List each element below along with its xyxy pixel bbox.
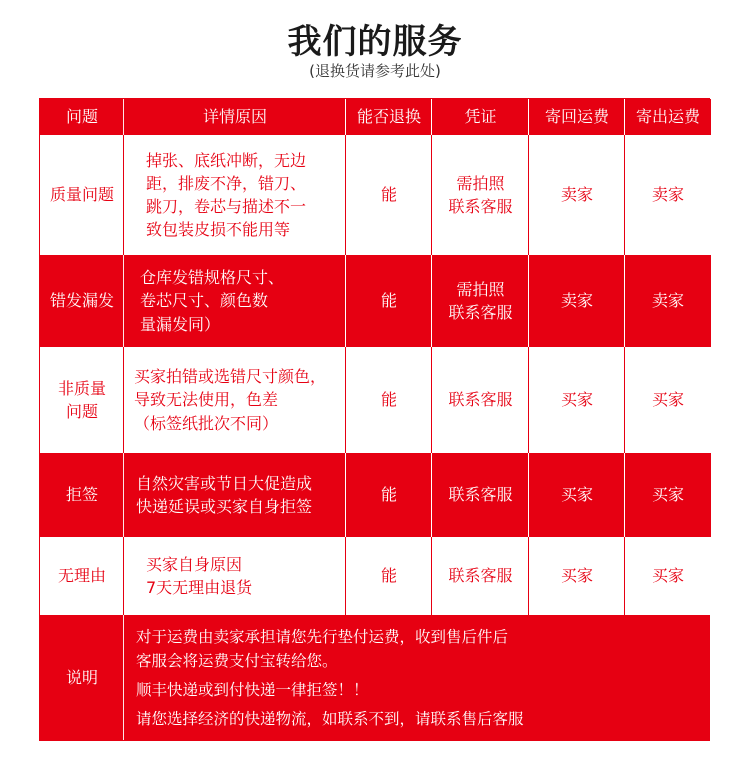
row-noreason-proof: 联系客服 xyxy=(432,537,529,615)
note-line-2: 客服会将运费支付宝转给您。 xyxy=(136,652,338,670)
row-quality-return-fee: 卖家 xyxy=(529,135,625,255)
col-divider-3-red-b xyxy=(431,347,432,453)
row-nonquality-return-fee: 买家 xyxy=(529,347,625,453)
col-divider-1-red xyxy=(123,135,124,255)
row-wrong-send-fee: 卖家 xyxy=(625,255,711,347)
note-line-1: 对于运费由卖家承担请您先行垫付运费，收到售后件后 xyxy=(136,628,509,646)
row-refuse-send-fee: 买家 xyxy=(625,453,711,537)
row-refuse-return-fee: 买家 xyxy=(529,453,625,537)
row-noreason-problem: 无理由 xyxy=(40,537,124,615)
row-refuse-reason: 自然灾害或节日大促造成 快递延误或买家自身拒签 xyxy=(124,453,346,537)
row-nonquality-reason: 买家拍错或选错尺寸颜色， 导致无法使用，色差 （标签纸批次不同） xyxy=(124,347,346,453)
col-divider-2-red-a xyxy=(345,135,346,255)
col-divider-3-red-a xyxy=(431,135,432,255)
row-noreason-returnable: 能 xyxy=(346,537,432,615)
row-quality-returnable: 能 xyxy=(346,135,432,255)
row-quality-send-fee: 卖家 xyxy=(625,135,711,255)
row-nonquality-send-fee: 买家 xyxy=(625,347,711,453)
col-divider-5-red-c xyxy=(624,537,625,615)
row-nonquality-proof: 联系客服 xyxy=(432,347,529,453)
col-divider-4-red-b xyxy=(528,347,529,453)
header-returnable: 能否退换 xyxy=(346,99,432,135)
service-table xyxy=(39,98,710,741)
row-wrong-problem: 错发漏发 xyxy=(40,255,124,347)
header-return-fee: 寄回运费 xyxy=(529,99,625,135)
row-quality-reason: 掉张、底纸冲断，无边 距，排废不净，错刀、 跳刀，卷芯与描述不一 致包装皮损不能用等 xyxy=(124,135,346,255)
col-divider-5-red-b xyxy=(624,347,625,453)
page-title: 我们的服务 xyxy=(287,22,463,62)
note-line-3: 顺丰快递或到付快递一律拒签！！ xyxy=(136,681,369,699)
col-divider-3-red-c xyxy=(431,537,432,615)
row-refuse-proof: 联系客服 xyxy=(432,453,529,537)
row-wrong-proof: 需拍照 联系客服 xyxy=(432,255,529,347)
row-wrong-reason: 仓库发错规格尺寸、 卷芯尺寸、颜色数 量漏发同） xyxy=(124,255,346,347)
header-reason: 详情原因 xyxy=(124,99,346,135)
col-divider-4-red-a xyxy=(528,135,529,255)
row-refuse-returnable: 能 xyxy=(346,453,432,537)
row-noreason-send-fee: 买家 xyxy=(625,537,711,615)
note-line-4: 请您选择经济的快递物流，如联系不到，请联系售后客服 xyxy=(136,710,524,728)
row-wrong-return-fee: 卖家 xyxy=(529,255,625,347)
header-send-fee: 寄出运费 xyxy=(625,99,711,135)
row-noreason-reason: 买家自身原因 7天无理由退货 xyxy=(124,537,346,615)
row-quality-problem: 质量问题 xyxy=(40,135,124,255)
row-refuse-problem: 拒签 xyxy=(40,453,124,537)
row-quality-proof: 需拍照 联系客服 xyxy=(432,135,529,255)
header-proof: 凭证 xyxy=(432,99,529,135)
row-wrong-returnable: 能 xyxy=(346,255,432,347)
row-nonquality-problem: 非质量 问题 xyxy=(40,347,124,453)
row-noreason-return-fee: 买家 xyxy=(529,537,625,615)
col-divider-1-red-c xyxy=(123,537,124,615)
col-divider-1-red-b xyxy=(123,347,124,453)
header-problem: 问题 xyxy=(40,99,124,135)
page-subtitle: (退换货请参考此处) xyxy=(309,62,441,80)
col-divider-2-red-b xyxy=(345,347,346,453)
col-divider-2-red-c xyxy=(345,537,346,615)
row-nonquality-returnable: 能 xyxy=(346,347,432,453)
col-divider-5-red-a xyxy=(624,135,625,255)
col-divider-4-red-c xyxy=(528,537,529,615)
note-label: 说明 xyxy=(40,615,124,740)
